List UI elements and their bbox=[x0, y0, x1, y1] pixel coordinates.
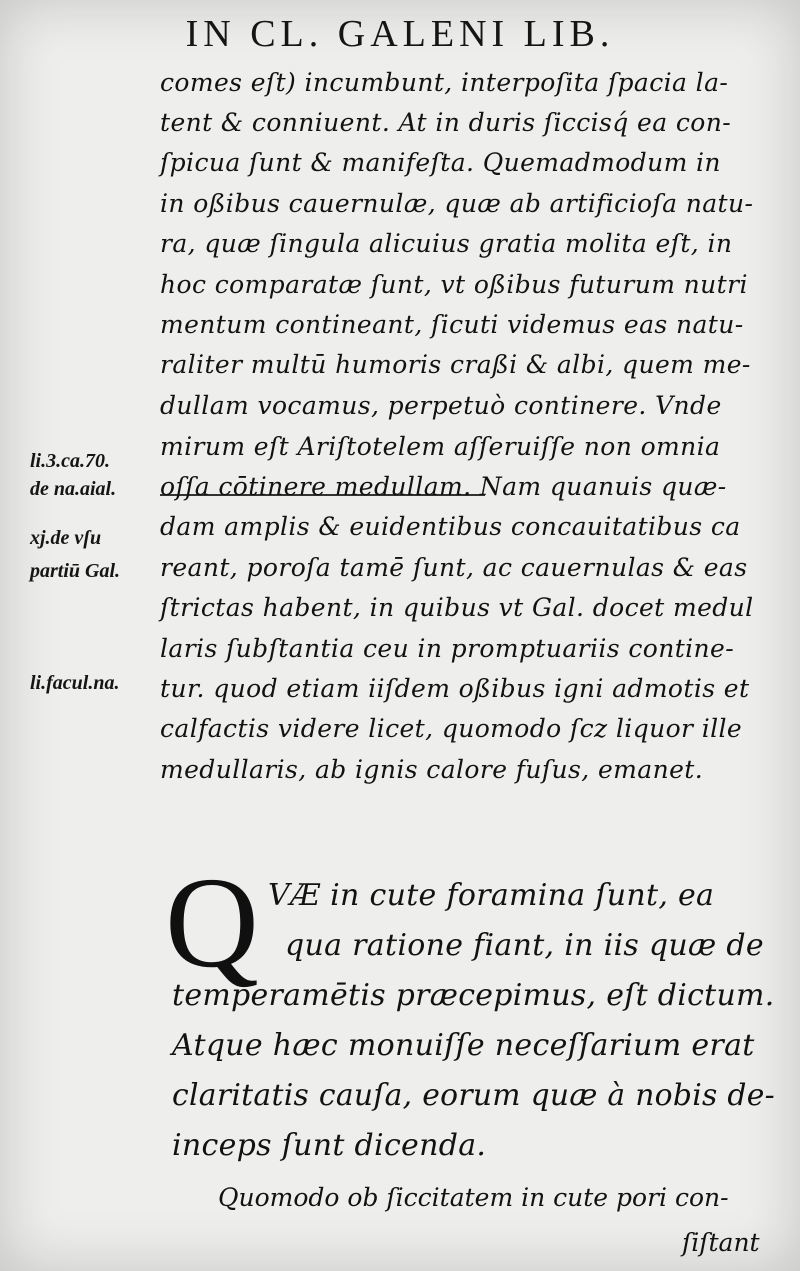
body-line: laris ſubſtantia ceu in promptuariis contine- bbox=[160, 634, 735, 663]
section-line: VÆ in cute foramina ſunt, ea bbox=[268, 878, 715, 913]
section-line: qua ratione fiant, in iis quæ de bbox=[285, 928, 764, 963]
body-line: ra, quæ ſingula alicuius gratia molita eſt, in bbox=[160, 229, 733, 258]
marginal-note: partiū Gal. bbox=[30, 560, 121, 582]
marginal-note: de na.aial. bbox=[30, 478, 117, 500]
closing-line: ſiſtant bbox=[682, 1228, 760, 1257]
body-line: tur. quod etiam iiſdem oßibus igni admotis et bbox=[160, 674, 750, 703]
drop-cap: Q bbox=[165, 851, 259, 995]
body-line: dam amplis & euidentibus concauitatibus ca bbox=[160, 512, 741, 541]
section-line: Atque hæc monuiſſe neceſſarium erat bbox=[172, 1028, 755, 1063]
section-line: claritatis cauſa, eorum quæ à nobis de- bbox=[172, 1078, 776, 1113]
body-line: medullaris, ab ignis calore fuſus, emanet. bbox=[160, 755, 704, 784]
body-line: hoc comparatæ ſunt, vt oßibus futurum nutri bbox=[160, 270, 748, 299]
body-line: tent & conniuent. At in duris ſiccisq́ ea con- bbox=[160, 108, 732, 137]
section-line: inceps ſunt dicenda. bbox=[172, 1128, 487, 1163]
body-line: raliter multū humoris craßi & albi, quem me- bbox=[160, 350, 751, 379]
body-line: ſpicua ſunt & manifeſta. Quemadmodum in bbox=[160, 148, 721, 177]
section-line: temperamētis præcepimus, eſt dictum. bbox=[172, 978, 775, 1013]
body-line: mirum eſt Ariſtotelem aſſeruiſſe non omnia bbox=[160, 432, 721, 461]
body-line: dullam vocamus, perpetuò continere. Vnde bbox=[160, 391, 722, 420]
marginal-note: xj.de vſu bbox=[30, 527, 102, 549]
body-line: ſtrictas habent, in quibus vt Gal. docet medul bbox=[160, 593, 754, 622]
marginal-note: li.facul.na. bbox=[30, 672, 120, 694]
marginal-note: li.3.ca.70. bbox=[30, 450, 110, 472]
body-line: oſſa cōtinere medullam. Nam quanuis quæ- bbox=[160, 472, 727, 501]
body-line: calfactis videre licet, quomodo ſcz liquor ille bbox=[160, 714, 743, 743]
running-head: IN CL. GALENI LIB. bbox=[185, 13, 615, 55]
closing-line: Quomodo ob ſiccitatem in cute pori con- bbox=[218, 1183, 729, 1212]
body-line: in oßibus cauernulæ, quæ ab artificioſa natu- bbox=[160, 189, 754, 218]
body-line: comes eſt) incumbunt, interpoſita ſpacia la- bbox=[160, 68, 729, 97]
body-line: reant, poroſa tamē ſunt, ac cauernulas & eas bbox=[160, 553, 748, 582]
body-line: mentum contineant, ſicuti videmus eas natu- bbox=[160, 310, 744, 339]
